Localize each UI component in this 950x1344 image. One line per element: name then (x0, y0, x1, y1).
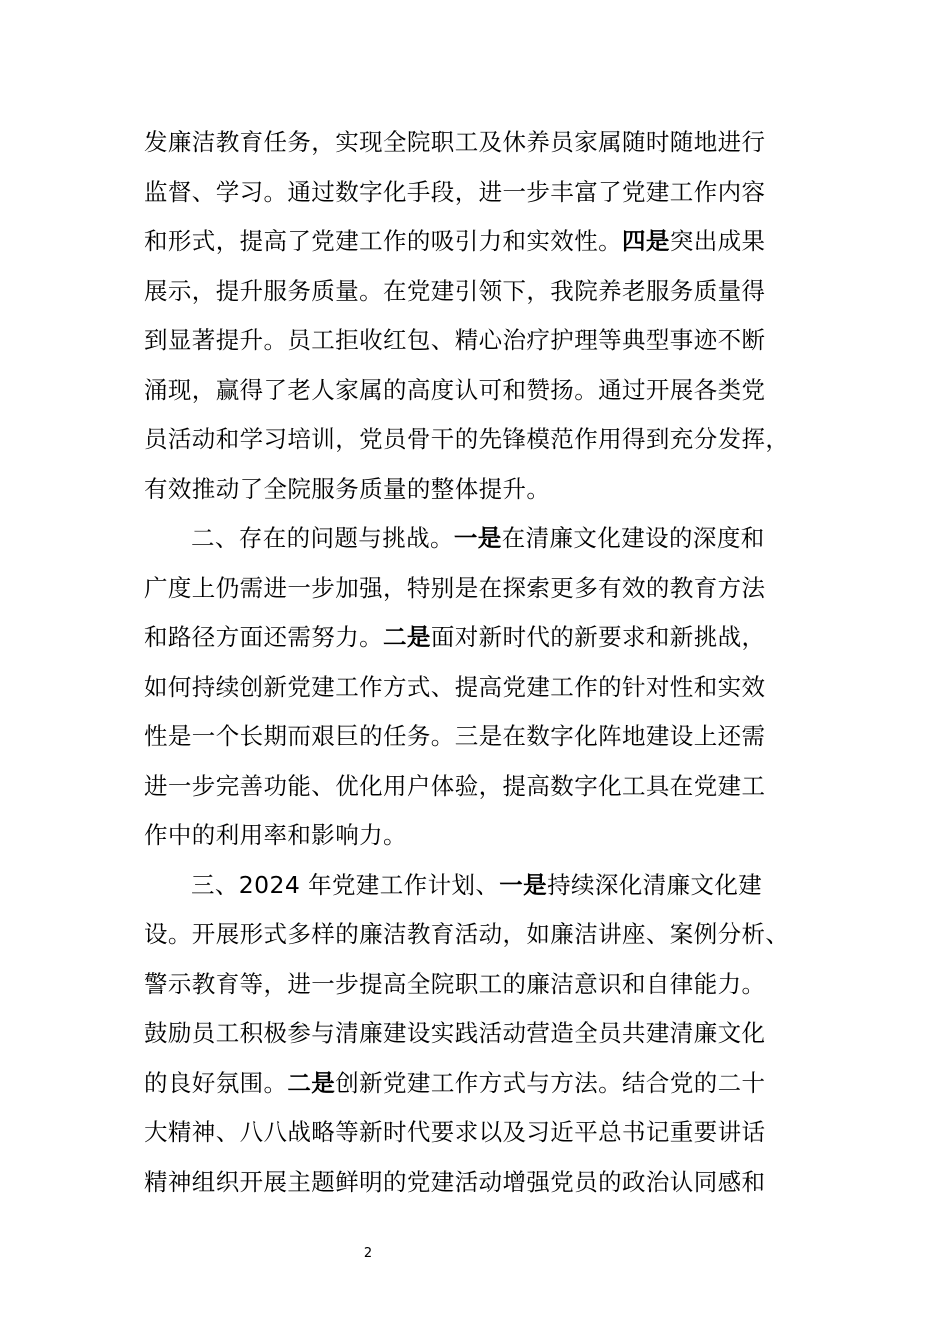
text-segment: 涌现，赢得了老人家属的高度认可和赞扬。通过开展各类党 (144, 375, 766, 404)
text-segment: 设。开展形式多样的廉洁教育活动，如廉洁讲座、案例分析、 (144, 920, 790, 948)
text-segment: 精神组织开展主题鲜明的党建活动增强党员的政治认同感和 (144, 1167, 766, 1196)
text-segment: 警示教育等，进一步提高全院职工的廉洁意识和自律能力。 (144, 969, 766, 998)
text-segment: 广度上仍需进一步加强，特别是在探索更多有效的教育方法 (144, 573, 766, 602)
text-segment: 作中的利用率和影响力。 (144, 821, 407, 849)
text-segment: 和形式，提高了党建工作的吸引力和实效性。 (144, 227, 622, 255)
document-body (144, 118, 806, 1207)
text-line (144, 712, 806, 762)
text-segment: 性是一个长期而艰巨的任务。三是在数字化阵地建设上还需 (144, 722, 766, 750)
text-line (144, 613, 806, 663)
text-line (144, 217, 806, 267)
bold-emphasis: 一是 (453, 524, 502, 552)
text-segment: 二、存在的问题与挑战。 (191, 524, 454, 552)
text-line (144, 168, 806, 218)
text-segment: 大精神、八八战略等新时代要求以及习近平总书记重要讲话 (144, 1118, 766, 1146)
text-line (144, 1158, 806, 1208)
text-segment: 在清廉文化建设的深度和 (501, 524, 765, 552)
text-line (144, 663, 806, 713)
text-line (144, 762, 806, 812)
text-segment: 面对新时代的新要求和新挑战， (430, 623, 766, 651)
text-segment: 的良好氛围。 (144, 1068, 288, 1097)
bold-emphasis: 二是 (287, 1068, 336, 1097)
text-segment: 如何持续创新党建工作方式、提高党建工作的针对性和实效 (144, 672, 766, 701)
bold-emphasis: 一是 (499, 870, 548, 899)
text-segment: 创新党建工作方式与方法。结合党的二十 (335, 1068, 766, 1097)
text-line (144, 1009, 806, 1059)
text-line (144, 564, 806, 614)
text-segment: 展示，提升服务质量。在党建引领下，我院养老服务质量得 (144, 276, 766, 305)
text-line (144, 811, 806, 861)
text-line (144, 960, 806, 1010)
text-segment: 和路径方面还需努力。 (144, 623, 383, 651)
text-line (144, 267, 806, 317)
text-segment: 有效推动了全院服务质量的整体提升。 (144, 474, 551, 503)
text-segment: 鼓励员工积极参与清廉建设实践活动营造全员共建清廉文化 (144, 1019, 766, 1047)
text-segment: 发廉洁教育任务，实现全院职工及休养员家属随时随地进行 (144, 128, 766, 156)
page-number: 2 (363, 1246, 373, 1261)
text-line (144, 118, 806, 168)
bold-emphasis: 四是 (622, 227, 670, 255)
text-line (144, 1108, 806, 1158)
text-segment: 进一步完善功能、优化用户体验，提高数字化工具在党建工 (144, 771, 766, 800)
text-segment: 监督、学习。通过数字化手段，进一步丰富了党建工作内容 (144, 177, 766, 206)
text-line (144, 514, 806, 564)
text-line (144, 910, 806, 960)
text-line (144, 861, 806, 911)
text-segment: 持续深化清廉文化建 (547, 870, 763, 899)
text-line (144, 415, 806, 465)
text-segment: 员活动和学习培训，党员骨干的先锋模范作用得到充分发挥， (144, 425, 790, 453)
text-line (144, 1059, 806, 1109)
text-segment: 三、2024 年党建工作计划、 (191, 870, 500, 899)
text-line (144, 465, 806, 515)
text-segment: 突出成果 (669, 227, 766, 255)
bold-emphasis: 二是 (383, 623, 431, 651)
text-line (144, 366, 806, 416)
text-segment: 到显著提升。员工拒收红包、精心治疗护理等典型事迹不断 (144, 326, 766, 354)
text-line (144, 316, 806, 366)
